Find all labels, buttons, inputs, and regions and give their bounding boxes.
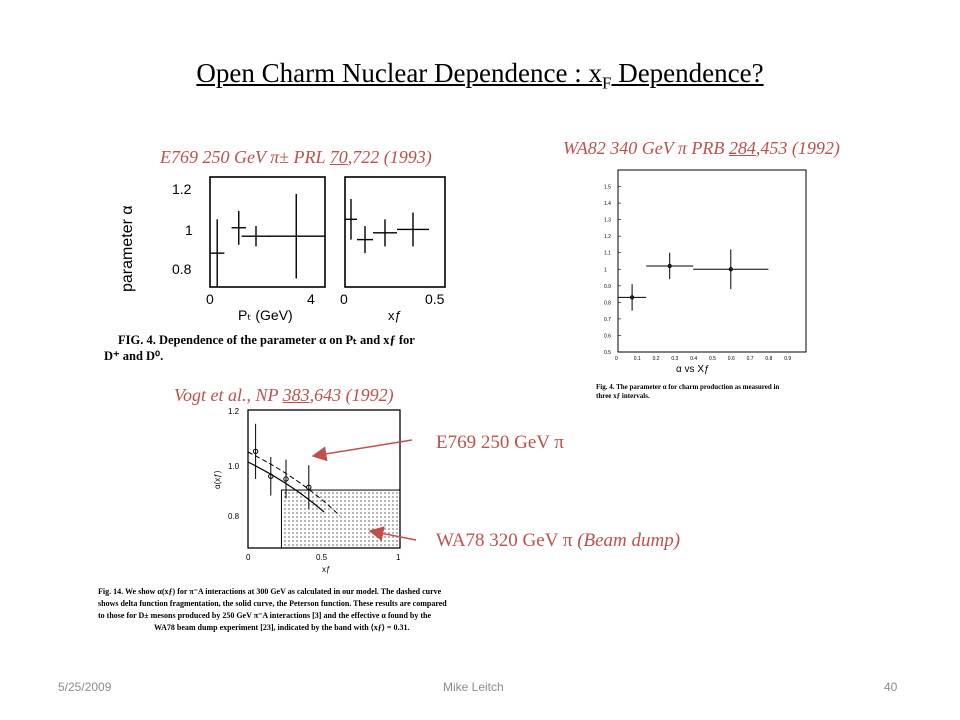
e769-pt-xlabel: Pₜ (GeV) [238,307,293,323]
vogt-caption-line: Fig. 14. We show α(xƒ) for π⁻A interactions at 300 GeV as calculated in our model. The dashed curve [98,587,442,596]
vogt-ytick: 1.0 [228,462,240,471]
vogt-caption-line: WA78 beam dump experiment [23], indicated by the band with ⟨xƒ⟩ = 0.31. [154,623,410,632]
e769-xtick: 0 [340,291,348,307]
e769-xtick: 4 [307,291,315,307]
wa82-xtick: 0.2 [652,356,660,362]
e769-arrow [313,440,412,456]
e769-ytick: 1.2 [172,181,192,197]
slide-title: Open Charm Nuclear Dependence : $x_F$ Dependence? [196,58,764,93]
e769-ylabel: parameter α [119,205,136,292]
wa82-xlabel: α vs Xƒ [676,364,710,375]
wa82-xtick: 0.5 [709,356,716,362]
footer-page-number: 40 [884,680,898,694]
vogt-caption-line: to those for D± mesons produced by 250 GeV π⁻A interactions [3] and the effective α found by the [98,611,432,620]
vogt-xlabel: xƒ [322,565,331,574]
wa82-caption: Fig. 4. The parameter α for charm production as measured in [596,383,780,391]
footer-author: Mike Leitch [443,680,504,694]
wa78-arrow-label: WA78 320 GeV π (Beam dump) [436,530,681,551]
wa82-xtick: 0.3 [671,356,679,362]
wa82-ytick: 0.6 [604,333,611,340]
ref-wa82: WA82 340 GeV π PRB 284,453 (1992) [563,138,840,158]
wa82-ytick: 1.1 [604,250,611,257]
wa82-xtick: 0.7 [746,356,754,362]
wa82-ytick: 1.5 [604,184,611,191]
wa82-ytick: 0.8 [604,300,611,307]
wa82-xtick: 0.4 [690,356,698,362]
vogt-xtick: 1 [396,553,401,562]
vogt-caption-line: shows delta function fragmentation, the solid curve, the Peterson function. These results are compared [98,599,447,608]
wa82-ytick: 0.7 [604,316,611,323]
ref-vogt: Vogt et al., NP 383,643 (1992) [174,385,394,405]
footer-date: 5/25/2009 [58,680,112,694]
wa82-caption: three xƒ intervals. [596,392,650,400]
wa82-xtick: 0 [615,356,618,362]
vogt-xtick: 0 [246,553,251,562]
vogt-ylabel: α(xƒ) [213,470,222,489]
wa82-xtick: 0.1 [633,356,641,362]
e769-xtick: 0.5 [425,291,445,307]
wa82-ytick: 1 [604,267,607,274]
e769-ytick: 1 [185,222,193,238]
ref-e769: E769 250 GeV π± PRL 70,722 (1993) [160,147,432,167]
e769-xf-xlabel: xƒ [388,308,402,323]
vogt-ytick: 1.2 [228,407,240,416]
e769-ytick: 0.8 [172,261,192,277]
e769-arrow-label: E769 250 GeV π [436,432,564,453]
wa82-ytick: 0.5 [604,350,611,356]
e769-caption: FIG. 4. Dependence of the parameter α on Pₜ and xƒ for [118,333,415,347]
e769-xtick: 0 [206,291,214,307]
wa82-ytick: 1.4 [604,201,611,208]
wa82-ytick: 1.2 [604,234,611,241]
vogt-ytick: 0.8 [228,512,240,521]
wa82-ytick: 0.9 [604,283,611,290]
e769-caption: D⁺ and D⁰. [104,349,164,363]
wa82-ytick: 1.3 [604,217,611,224]
wa82-xtick: 0.6 [727,356,735,362]
wa78-arrow [370,531,416,540]
wa82-xtick: 0.9 [784,356,792,362]
vogt-xtick: 0.5 [316,553,328,562]
wa82-xtick: 0.8 [765,356,773,362]
